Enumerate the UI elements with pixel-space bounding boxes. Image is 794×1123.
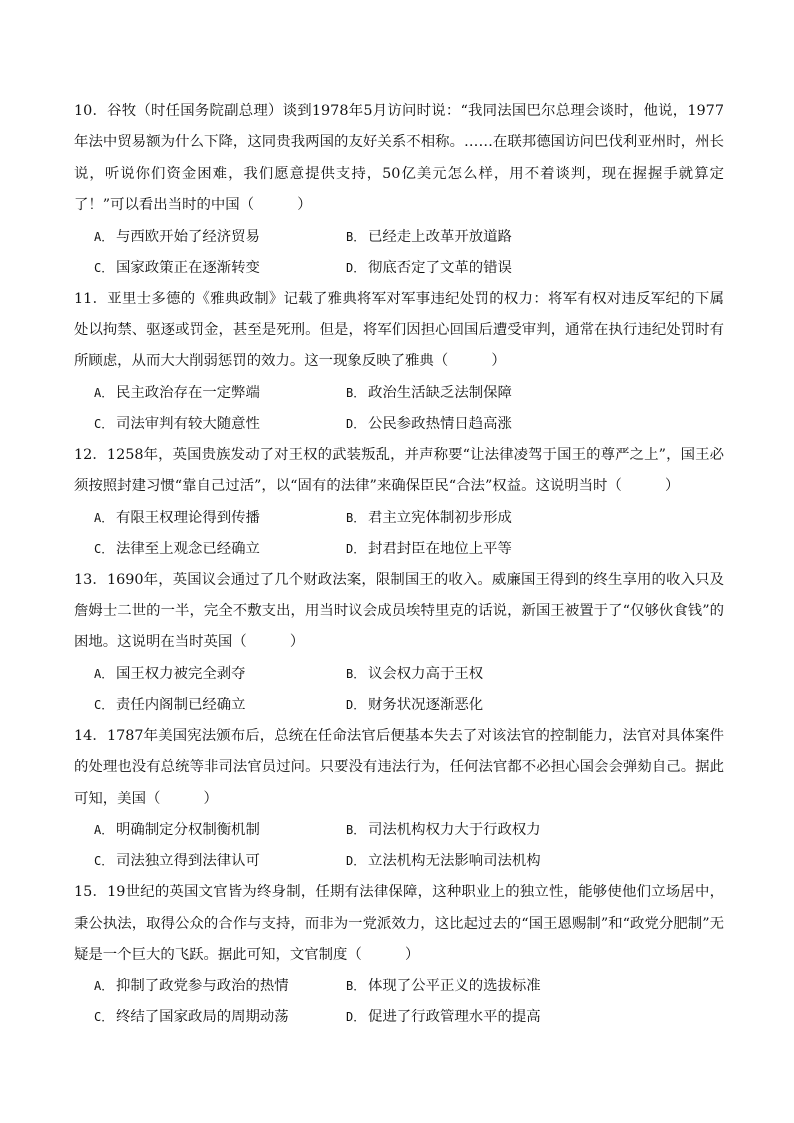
option-text: 司法机构权力大于行政权力 <box>368 822 541 839</box>
option-b <box>346 971 646 1002</box>
option-key: C． <box>94 541 114 556</box>
question-stem: 14．1787年美国宪法颁布后，总统在任命法官后便基本失去了对该法官的控制能力，法官对具体案件的处理也没有总统等非司法官员过问。只要没有违法行为，任何法官都不必担心国会会弹劾自己。据此可知，美国（ ） <box>74 727 724 807</box>
option-a <box>94 815 346 846</box>
option-b <box>346 378 646 409</box>
option-text: 法律至上观念已经确立 <box>116 540 260 557</box>
option-key: D． <box>346 416 366 431</box>
option-a <box>94 222 346 253</box>
option-key: C． <box>94 854 114 869</box>
option-a <box>94 503 346 534</box>
option-a <box>94 659 346 690</box>
option-text: 已经走上改革开放道路 <box>368 228 512 245</box>
option-c <box>94 253 346 284</box>
question-stem: 13．1690年，英国议会通过了几个财政法案，限制国王的收入。威廉国王得到的终生享用的收入只及詹姆士二世的一半，完全不敷支出，用当时议会成员埃特里克的话说，新国王被置于了“仅够伙食钱”的困地。这说明在当时英国（ ） <box>74 571 724 651</box>
option-text: 国王权力被完全剥夺 <box>116 665 246 682</box>
option-text: 君主立宪体制初步形成 <box>368 509 512 526</box>
question-14 <box>74 721 724 877</box>
option-key: A． <box>94 510 114 525</box>
option-key: A． <box>94 229 114 244</box>
option-c <box>94 690 346 721</box>
option-list <box>94 659 724 721</box>
option-key: B． <box>346 979 366 994</box>
option-text: 公民参政热情日趋高涨 <box>368 415 512 432</box>
option-key: A． <box>94 979 114 994</box>
option-text: 有限王权理论得到传播 <box>116 509 260 526</box>
option-text: 政治生活缺乏法制保障 <box>368 384 512 401</box>
question-11 <box>74 284 724 440</box>
option-d <box>346 534 646 565</box>
option-text: 与西欧开始了经济贸易 <box>116 228 260 245</box>
option-d <box>346 409 646 440</box>
option-text: 封君封臣在地位上平等 <box>368 540 512 557</box>
option-c <box>94 846 346 877</box>
option-text: 司法独立得到法律认可 <box>116 853 260 870</box>
option-key: B． <box>346 229 366 244</box>
option-key: D． <box>346 1010 366 1025</box>
option-text: 财务状况逐渐恶化 <box>368 696 484 713</box>
option-key: D． <box>346 260 366 275</box>
question-13 <box>74 565 724 721</box>
option-b <box>346 659 646 690</box>
option-key: D． <box>346 854 366 869</box>
option-a <box>94 378 346 409</box>
option-text: 议会权力高于王权 <box>368 665 484 682</box>
question-15 <box>74 877 724 1033</box>
option-text: 彻底否定了文革的错误 <box>368 259 512 276</box>
question-10 <box>74 96 724 284</box>
question-stem: 11．亚里士多德的《雅典政制》记载了雅典将军对军事违纪处罚的权力：将军有权对违反军纪的下属处以拘禁、驱逐或罚金，甚至是死刑。但是，将军们因担心回国后遭受审判，通常在执行违纪处罚时有所顾虑，从而大大削弱惩罚的效力。这一现象反映了雅典（ ） <box>74 290 724 370</box>
option-c <box>94 1002 346 1033</box>
option-key: B． <box>346 823 366 838</box>
option-list <box>94 815 724 877</box>
option-text: 国家政策正在逐渐转变 <box>116 259 260 276</box>
option-d <box>346 1002 646 1033</box>
question-stem: 15．19世纪的英国文官皆为终身制，任期有法律保障，这种职业上的独立性，能够使他们立场居中，秉公执法，取得公众的合作与支持，而非为一党派效力，这比起过去的“国王恩赐制”和“政党分肥制”无疑是一个巨大的飞跃。据此可知，文官制度（ ） <box>74 884 724 963</box>
option-key: A． <box>94 385 114 400</box>
option-b <box>346 222 646 253</box>
option-key: C． <box>94 416 114 431</box>
question-12 <box>74 440 724 565</box>
option-key: C． <box>94 697 114 712</box>
option-text: 抑制了政党参与政治的热情 <box>116 978 289 995</box>
option-key: C． <box>94 260 114 275</box>
option-text: 责任内阁制已经确立 <box>116 696 246 713</box>
option-d <box>346 253 646 284</box>
option-c <box>94 534 346 565</box>
option-key: B． <box>346 510 366 525</box>
option-key: B． <box>346 666 366 681</box>
option-text: 民主政治存在一定弊端 <box>116 384 260 401</box>
option-text: 司法审判有较大随意性 <box>116 415 260 432</box>
question-stem: 12．1258年，英国贵族发动了对王权的武装叛乱，并声称要“让法律凌驾于国王的尊严之上”，国王必须按照封建习惯“靠自己过活”，以“固有的法律”来确保臣民“合法”权益。这说明当时（ ） <box>74 446 724 495</box>
option-key: A． <box>94 666 114 681</box>
question-stem: 10．谷牧（时任国务院副总理）谈到1978年5月访问时说：“我同法国巴尔总理会谈时，他说，1977年法中贸易额为什么下降，这同贵我两国的友好关系不相称。……在联邦德国访问巴伐利亚州时，州长说，听说你们资金困难，我们愿意提供支持，50亿美元怎么样，用不着谈判，现在握握手就算定了！”可以看出当时的中国（ ） <box>74 103 724 214</box>
option-text: 体现了公平正义的选拔标准 <box>368 978 541 995</box>
option-list <box>94 503 724 565</box>
option-c <box>94 409 346 440</box>
option-a <box>94 971 346 1002</box>
option-key: A． <box>94 823 114 838</box>
question-list <box>74 96 724 1033</box>
option-list <box>94 971 724 1033</box>
option-b <box>346 503 646 534</box>
option-text: 终结了国家政局的周期动荡 <box>116 1009 289 1026</box>
option-list <box>94 222 724 284</box>
option-key: D． <box>346 697 366 712</box>
option-b <box>346 815 646 846</box>
option-text: 明确制定分权制衡机制 <box>116 822 260 839</box>
option-key: B． <box>346 385 366 400</box>
option-d <box>346 846 646 877</box>
option-key: C． <box>94 1010 114 1025</box>
option-text: 促进了行政管理水平的提高 <box>368 1009 541 1026</box>
option-key: D． <box>346 541 366 556</box>
option-list <box>94 378 724 440</box>
option-text: 立法机构无法影响司法机构 <box>368 853 541 870</box>
option-d <box>346 690 646 721</box>
